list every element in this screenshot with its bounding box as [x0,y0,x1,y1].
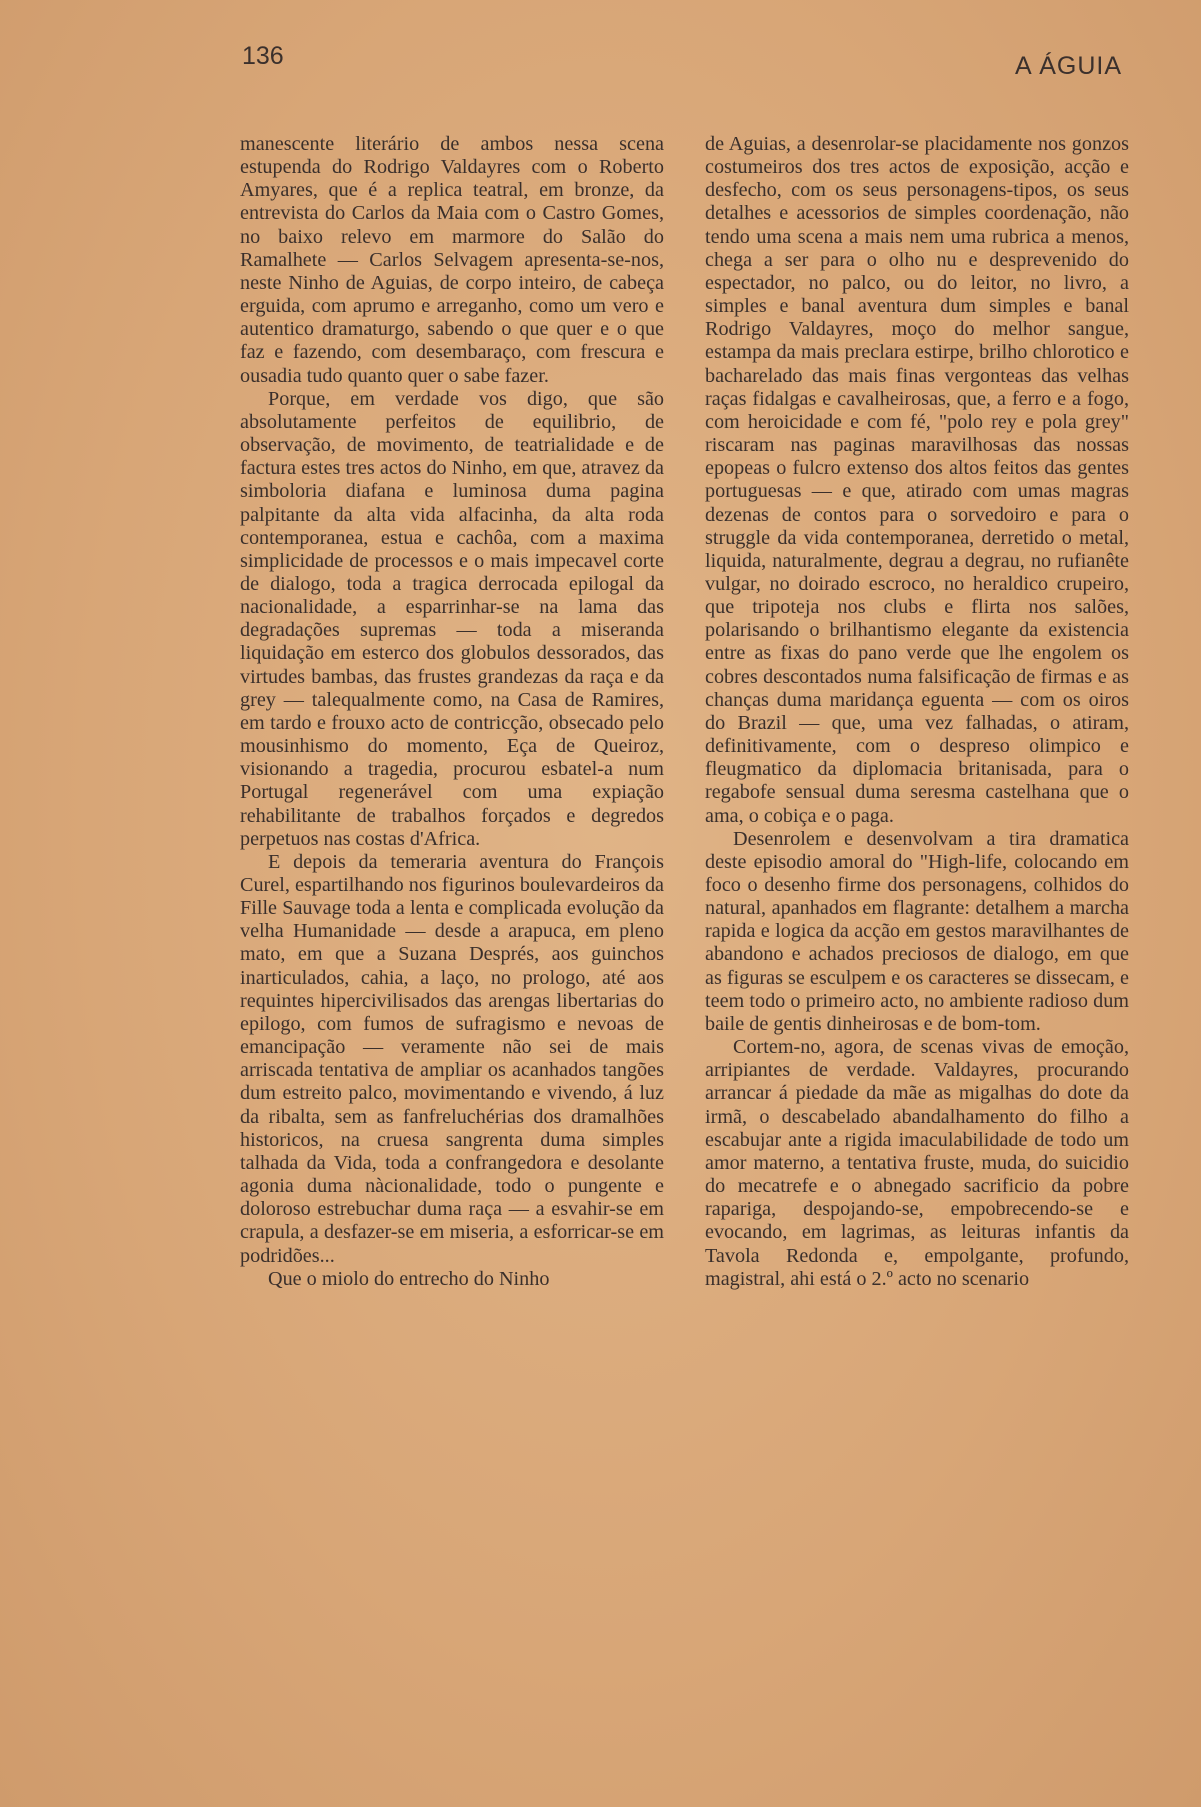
paragraph: Cortem-no, agora, de scenas vivas de emoção, arripiantes de verdade. Valdayres, procurando arrancar á piedade da mãe as migalhas do dote da irmã, o descabelado abandalhamento do filho a escabujar ante a rigida imaculabilidade de todo um amor materno, a tentativa fruste, muda, do suicidio do mecatrefe e o abnegado sacrificio da pobre rapariga, despojando-se, empobrecendo-se e evocando, em lagrimas, as leituras infantis da Tavola Redonda e, empolgante, profundo, magistral, ahi está o 2.º acto no scenario [705,1036,1129,1290]
paragraph: de Aguias, a desenrolar-se placidamente nos gonzos costumeiros dos tres actos de exposição, acção e desfecho, com os seus personagens-tipos, os seus detalhes e acessorios de simples coordenação, não tendo uma scena a mais nem uma rubrica a menos, chega a ser para o olho nu e desprevenido do espectador, no palco, ou do leitor, no livro, a simples e banal aventura dum simples e banal Rodrigo Valdayres, moço do melhor sangue, estampa da mais preclara estirpe, brilho chlorotico e bacharelado das mais finas vergonteas das velhas raças fidalgas e cavalheirosas, que, a ferro e a fogo, com heroicidade e com fé, "polo rey e pola grey" riscaram nas paginas maravilhosas das nossas epopeas o fulcro extenso dos altos feitos das gentes portuguesas — e que, atirado com umas magras dezenas de contos para o sorvedoiro e para o struggle da vida contemporanea, derretido o metal, liquida, naturalmente, degrau a degrau, no rufianête vulgar, no doirado escroco, no heraldico crupeiro, que tripoteja nos clubs e flirta nos salões, polarisando o brilhantismo elegante da existencia entre as fixas do pano verde que lhe engolem os cobres descontados numa falsificação de firmas e as chanças duma maridança eguenta — com os oiros do Brazil — que, uma vez falhadas, o atiram, definitivamente, com o despreso olimpico e fleugmatico da diplomacia britanisada, para o regabofe sensual duma seresma castelhana que o ama, o cobiça e o paga. [705,133,1129,827]
page-number: 136 [242,42,284,70]
paragraph: manescente literário de ambos nessa scena estupenda do Rodrigo Valdayres com o Roberto Amyares, que é a replica teatral, em bronze, da entrevista do Carlos da Maia com o Castro Gomes, no baixo relevo em marmore do Salão do Ramalhete — Carlos Selvagem apresenta-se-nos, neste Ninho de Aguias, de corpo inteiro, de cabeça erguida, com aprumo e arreganho, como um vero e autentico dramaturgo, sabendo o que quer e o que faz e fazendo, com desembaraço, com frescura e ousadia tudo quanto quer o sabe fazer. [240,133,664,387]
paragraph: Porque, em verdade vos digo, que são absolutamente perfeitos de equilibrio, de observação, de movimento, de teatrialidade e de factura estes tres actos do Ninho, em que, atravez da simboloria diafana e luminosa duma pagina palpitante da alta vida alfacinha, da alta roda contemporanea, estua e cachôa, com a maxima simplicidade de processos e o mais impecavel corte de dialogo, toda a tragica derrocada epilogal da nacionalidade, a esparrinhar-se na lama das degradações supremas — toda a miseranda liquidação em esterco dos globulos dessorados, das virtudes bambas, das frustes grandezas da raça e da grey — talequalmente como, na Casa de Ramires, em tardo e frouxo acto de contricção, obsecado pelo mousinhismo do momento, Eça de Queiroz, visionando a tragedia, procurou esbatel-a num Portugal regenerável com uma expiação rehabilitante de trabalhos forçados e degredos perpetuos nas costas d'Africa. [240,387,664,850]
paragraph: E depois da temeraria aventura do François Curel, espartilhando nos figurinos boulevardeiros da Fille Sauvage toda a lenta e complicada evolução da velha Humanidade — desde a arapuca, em pleno mato, em que a Suzana Després, aos guinchos inarticulados, cahia, a laço, no prologo, até aos requintes hipercivilisados das arengas libertarias do epilogo, com fumos de sufragismo e nevoas de emancipação — veramente não sei de mais arriscada tentativa de ampliar os acanhados tangões dum estreito palco, movimentando e vivendo, á luz da ribalta, sem as fanfreluchérias dos dramalhões historicos, na cruesa sangrenta duma simples talhada da Vida, toda a confrangedora e desolante agonia duma nàcionalidade, todo o pungente e doloroso estrebuchar duma raça — a esvahir-se em crapula, a desfazer-se em miseria, a esforricar-se em podridões... [240,850,664,1267]
paragraph: Que o miolo do entrecho do Ninho [268,1267,550,1290]
paragraph: Desenrolem e desenvolvam a tira dramatica deste episodio amoral do "High-life, colocando em foco o desenho firme dos personagens, colhidos do natural, apanhados em flagrante: detalhem a marcha rapida e logica da acção em gestos maravilhantes de abandono e achados preciosos de dialogo, em que as figuras se esculpem e os caracteres se dissecam, e teem todo o primeiro acto, no ambiente radioso dum baile de gentis dinheirosas e de bom-tom. [705,827,1129,1035]
right-column [705,133,1129,1613]
running-title: A ÁGUIA [1015,52,1123,80]
left-column [240,133,664,1613]
